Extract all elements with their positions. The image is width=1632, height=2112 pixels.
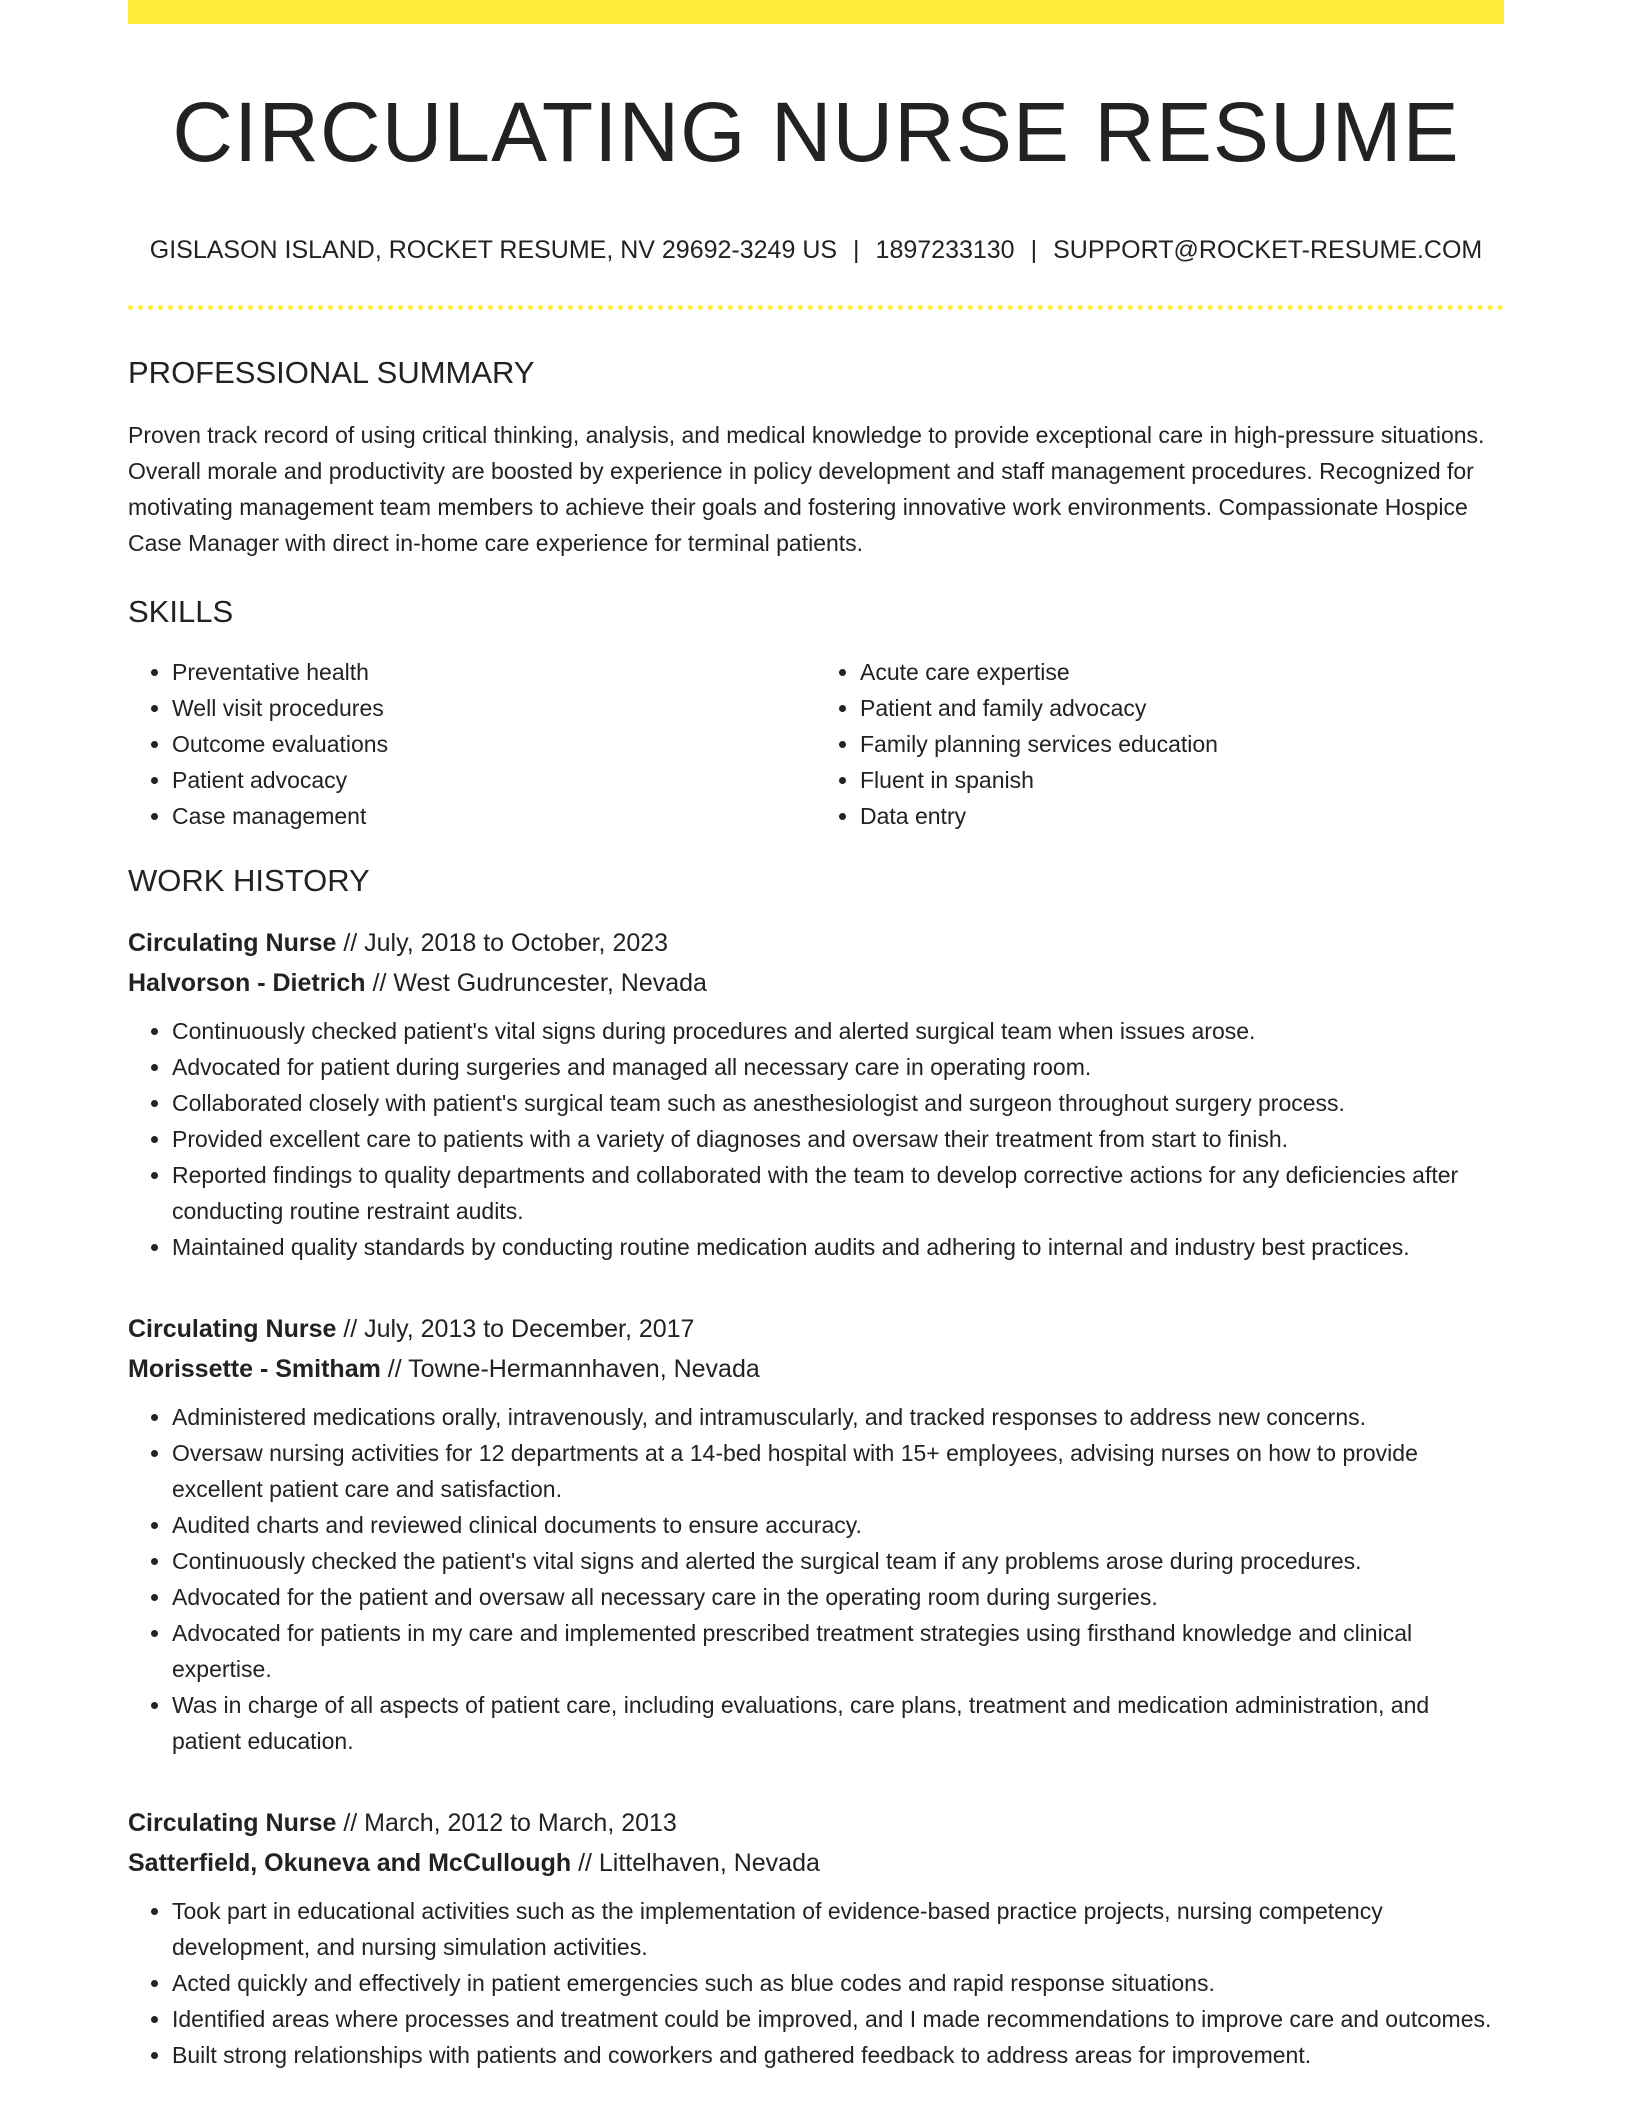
work-history-heading: WORK HISTORY [128,863,370,899]
job-bullet: • Advocated for the patient and oversaw all necessary care in the operating room during surgeries. [172,1579,1504,1615]
job-dates: // July, 2018 to October, 2023 [336,929,669,958]
job-bullets [128,1013,1504,1265]
skill-item: • Preventative health [172,654,816,690]
job-dates: // March, 2012 to March, 2013 [336,1809,677,1838]
job-bullet: • Oversaw nursing activities for 12 departments at a 14-bed hospital with 15+ employees, advising nurses on how to provide excellent patient care and satisfaction. [172,1435,1504,1507]
job-bullet: • Advocated for patients in my care and implemented prescribed treatment strategies using firsthand knowledge and clinical expertise. [172,1615,1504,1687]
skill-item: • Patient and family advocacy [860,690,1504,726]
job-title-line [128,1803,1504,1843]
job-title-line [128,1309,1504,1349]
job-bullet: • Took part in educational activities such as the implementation of evidence-based practice projects, nursing competency development, and nursing simulation activities. [172,1893,1504,1965]
job-company: Morissette - Smitham [128,1355,381,1384]
resume-page [128,0,1504,2073]
job-company-line [128,963,1504,1003]
job-bullet: • Identified areas where processes and treatment could be improved, and I made recommendations to improve care and outcomes. [172,2001,1504,2037]
resume-title: CIRCULATING NURSE RESUME [172,85,1460,179]
skill-item: • Well visit procedures [172,690,816,726]
summary-text: Proven track record of using critical thinking, analysis, and medical knowledge to provide exceptional care in high-pressure situations. Overall morale and productivity are boosted by experience in policy development and staff management procedures. Recognized for motivating management team members to achieve their goals and fostering innovative work environments. Compassionate Hospice Case Manager with direct in-home care experience for terminal patients. [128,421,1485,556]
job-dates: // July, 2013 to December, 2017 [336,1315,695,1344]
job-title: Circulating Nurse [128,1809,337,1838]
header-divider [128,305,1504,310]
job-company: Halvorson - Dietrich [128,969,366,998]
job-bullet: • Continuously checked the patient's vital signs and alerted the surgical team if any problems arose during procedures. [172,1543,1504,1579]
job-bullets [128,1399,1504,1759]
contact-separator: | [1030,235,1038,264]
skill-item: • Acute care expertise [860,654,1504,690]
job-bullet: • Advocated for patient during surgeries and managed all necessary care in operating room. [172,1049,1504,1085]
contact-address: GISLASON ISLAND, ROCKET RESUME, NV 29692-3249 US [149,235,838,264]
job-title: Circulating Nurse [128,1315,337,1344]
job-bullet: • Continuously checked patient's vital signs during procedures and alerted surgical team when issues arose. [172,1013,1504,1049]
job-bullet: • Audited charts and reviewed clinical documents to ensure accuracy. [172,1507,1504,1543]
skills-column-left [128,654,816,834]
skill-item: • Family planning services education [860,726,1504,762]
skill-item: • Patient advocacy [172,762,816,798]
job-bullet: • Provided excellent care to patients with a variety of diagnoses and oversaw their treatment from start to finish. [172,1121,1504,1157]
job-bullet: • Was in charge of all aspects of patient care, including evaluations, care plans, treatment and medication administration, and patient education. [172,1687,1504,1759]
summary-heading: PROFESSIONAL SUMMARY [128,354,535,390]
job-title-line [128,923,1504,963]
job-bullet: • Acted quickly and effectively in patient emergencies such as blue codes and rapid response situations. [172,1965,1504,2001]
job-location: // West Gudruncester, Nevada [365,969,707,998]
job-bullets [128,1893,1504,2073]
contact-separator: | [853,235,860,264]
job-company-line [128,1843,1504,1883]
skill-item: • Data entry [860,798,1504,834]
job-title: Circulating Nurse [128,929,337,958]
skills-heading: SKILLS [128,593,234,629]
job-bullet: • Administered medications orally, intravenously, and intramuscularly, and tracked responses to address new concerns. [172,1399,1504,1435]
job-entry [128,1309,1504,1759]
job-entry [128,1803,1504,2073]
contact-line [128,235,1504,265]
job-bullet: • Reported findings to quality departments and collaborated with the team to develop corrective actions for any deficiencies after conducting routine restraint audits. [172,1157,1504,1229]
job-company-line [128,1349,1504,1389]
skill-item: • Outcome evaluations [172,726,816,762]
top-accent-bar [128,0,1504,24]
contact-email: SUPPORT@ROCKET-RESUME.COM [1053,235,1483,264]
job-location: // Towne-Hermannhaven, Nevada [380,1355,760,1384]
job-location: // Littelhaven, Nevada [571,1849,820,1878]
skills-list [128,654,1504,834]
skills-column-right [816,654,1504,834]
job-bullet: • Collaborated closely with patient's surgical team such as anesthesiologist and surgeon throughout surgery process. [172,1085,1504,1121]
skill-item: • Fluent in spanish [860,762,1504,798]
contact-phone: 1897233130 [875,235,1015,264]
job-bullet: • Built strong relationships with patients and coworkers and gathered feedback to address areas for improvement. [172,2037,1504,2073]
job-bullet: • Maintained quality standards by conducting routine medication audits and adhering to internal and industry best practices. [172,1229,1504,1265]
job-company: Satterfield, Okuneva and McCullough [128,1849,572,1878]
skill-item: • Case management [172,798,816,834]
job-entry [128,923,1504,1265]
